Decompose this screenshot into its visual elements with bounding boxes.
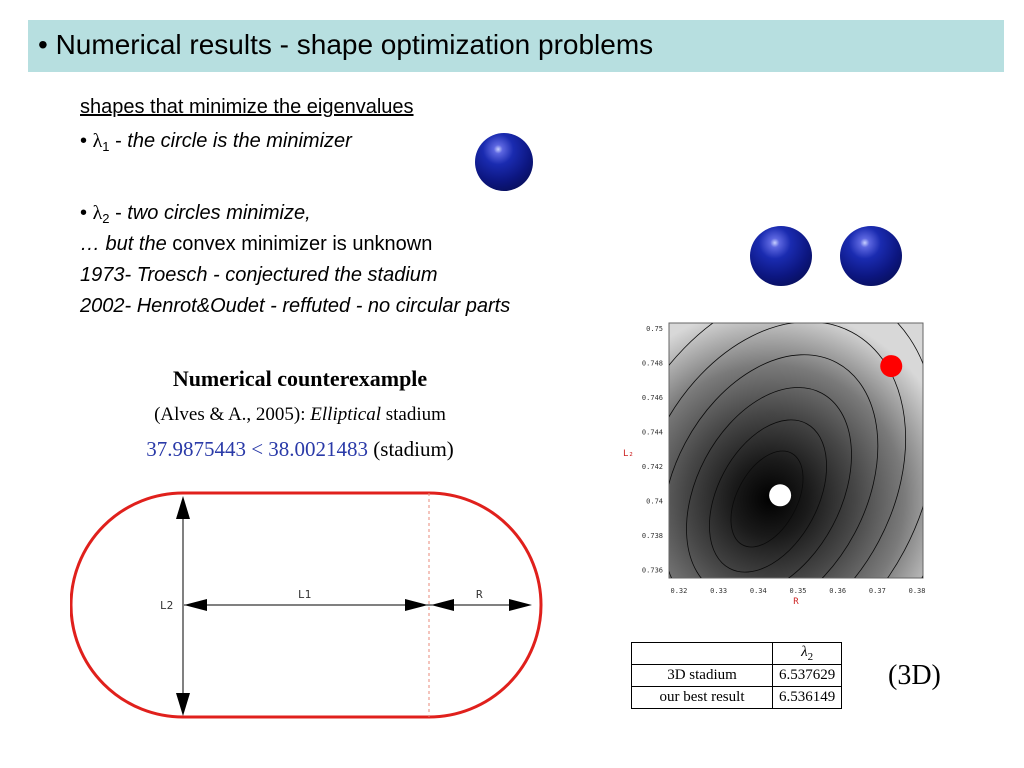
x-tick-labels bbox=[670, 587, 925, 595]
l1-arrow-head-right bbox=[405, 599, 428, 611]
table-header-row bbox=[632, 643, 842, 665]
lambda-symbol: λ bbox=[92, 130, 103, 152]
label-r: R bbox=[476, 588, 483, 601]
stadium-diagram bbox=[70, 486, 550, 726]
l1-arrow-head-left bbox=[184, 599, 207, 611]
header-lambda-cell: $\lambda_2$ bbox=[773, 643, 842, 665]
comparison-blue: 37.9875443 < 38.0021483 bbox=[146, 437, 369, 461]
convex-line-italic: … but the bbox=[80, 233, 167, 255]
contour-plot bbox=[615, 316, 935, 614]
comparison-post: (stadium) bbox=[368, 437, 454, 461]
convex-line bbox=[80, 233, 432, 256]
row-label: our best result bbox=[632, 687, 773, 709]
results-table bbox=[631, 642, 842, 709]
x-tick-label: 0.32 bbox=[670, 587, 688, 595]
y-tick-label: 0.738 bbox=[641, 531, 663, 540]
lambda2-item bbox=[80, 202, 311, 226]
l2-arrow-head-top bbox=[176, 496, 190, 519]
bullet: • bbox=[80, 130, 88, 152]
x-tick-label: 0.34 bbox=[749, 587, 767, 595]
lambda1-text: the circle is the minimizer bbox=[127, 130, 352, 152]
two-circles-ball-left bbox=[750, 226, 812, 286]
table-tag: (3D) bbox=[888, 660, 941, 691]
convex-line-plain: convex minimizer is unknown bbox=[166, 233, 433, 255]
label-l1: L1 bbox=[298, 588, 312, 601]
two-circles-ball-right bbox=[840, 226, 902, 286]
x-tick-label: 0.36 bbox=[829, 587, 847, 595]
row-label: 3D stadium bbox=[632, 665, 773, 687]
single-circle-ball bbox=[475, 133, 533, 191]
dash: - bbox=[109, 202, 128, 224]
intro-heading: shapes that minimize the eigenvalues bbox=[80, 96, 414, 118]
x-tick-label: 0.37 bbox=[868, 587, 886, 595]
x-tick-label: 0.38 bbox=[908, 587, 926, 595]
slide-title: • Numerical results - shape optimization problems bbox=[38, 29, 654, 60]
r-arrow-head-left bbox=[431, 599, 454, 611]
lambda1-item bbox=[80, 130, 352, 154]
bullet: • bbox=[80, 202, 88, 224]
x-axis-label: R bbox=[793, 597, 799, 607]
y-tick-label: 0.746 bbox=[641, 394, 663, 403]
row-value: 6.537629 bbox=[773, 665, 842, 687]
l2-arrow-head-bottom bbox=[176, 693, 190, 716]
r-arrow-head-right bbox=[509, 599, 532, 611]
red-marker bbox=[880, 355, 902, 377]
x-tick-label: 0.35 bbox=[789, 587, 807, 595]
y-tick-label: 0.74 bbox=[646, 497, 663, 506]
x-tick-label: 0.33 bbox=[710, 587, 728, 595]
citation bbox=[80, 404, 520, 426]
lambda-subscript: 2 bbox=[102, 211, 110, 226]
y-axis-label: L₂ bbox=[623, 449, 634, 459]
y-tick-label: 0.748 bbox=[641, 359, 663, 368]
troesch-line: 1973- Troesch - conjectured the stadium bbox=[80, 264, 438, 286]
y-tick-labels bbox=[642, 325, 663, 574]
y-tick-label: 0.744 bbox=[641, 428, 663, 437]
citation-italic: Elliptical bbox=[310, 404, 381, 425]
dash: - bbox=[109, 130, 128, 152]
y-tick-label: 0.75 bbox=[646, 325, 663, 334]
lambda-subscript: 1 bbox=[102, 139, 110, 154]
y-tick-label: 0.736 bbox=[641, 566, 663, 575]
lambda-symbol: λ bbox=[92, 202, 103, 224]
counterexample-heading: Numerical counterexample bbox=[172, 366, 428, 391]
white-marker bbox=[769, 484, 791, 506]
label-l2: L2 bbox=[160, 599, 174, 612]
lambda2-text: two circles minimize, bbox=[127, 202, 311, 224]
table-row bbox=[632, 687, 842, 709]
table-row bbox=[632, 665, 842, 687]
title-bar bbox=[28, 20, 1004, 72]
henrot-line: 2002- Henrot&Oudet - reffuted - no circular parts bbox=[80, 295, 511, 317]
y-tick-label: 0.742 bbox=[641, 463, 663, 472]
citation-post: stadium bbox=[381, 404, 446, 425]
comparison-values bbox=[80, 437, 520, 462]
row-value: 6.536149 bbox=[773, 687, 842, 709]
citation-pre: (Alves & A., 2005): bbox=[154, 404, 311, 425]
header-empty-cell bbox=[632, 643, 773, 665]
